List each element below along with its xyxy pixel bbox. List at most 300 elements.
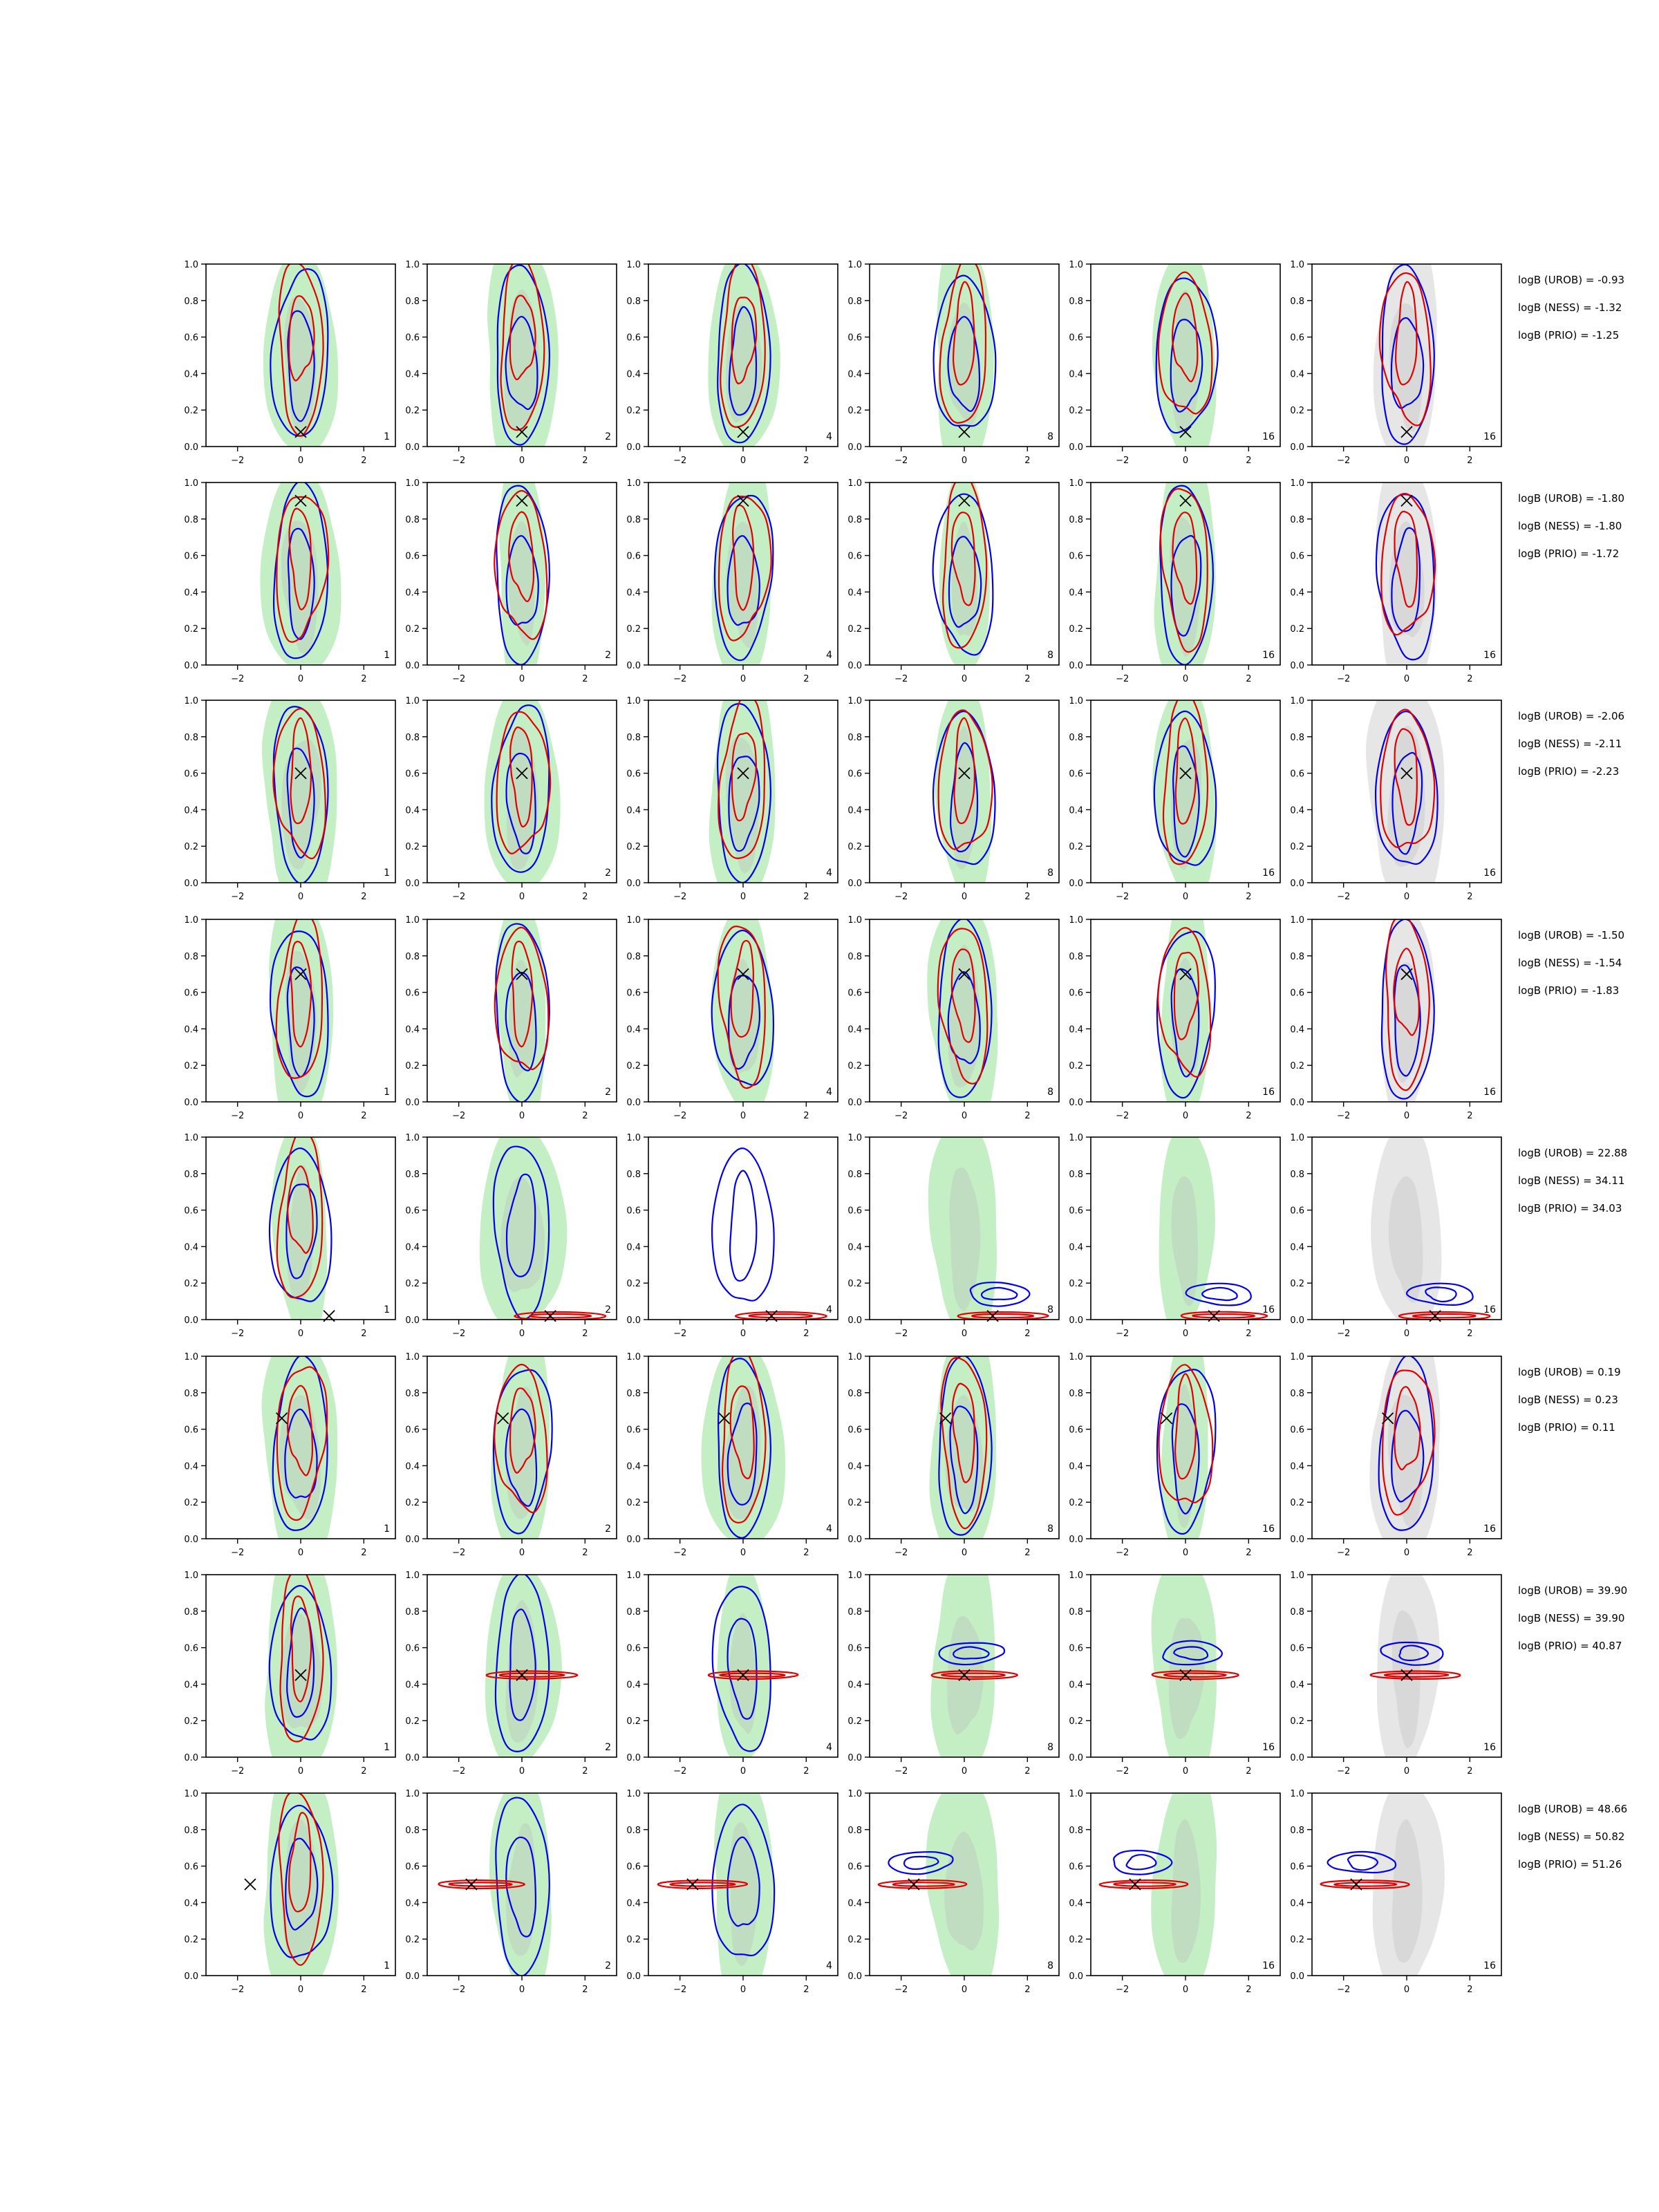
y-tick-label: 0.8	[405, 1606, 420, 1618]
y-tick-label: 0.4	[847, 1461, 862, 1472]
y-tick-label: 0.6	[847, 769, 862, 780]
y-tick-label: 1.0	[847, 478, 862, 489]
logb-annotation: logB (UROB) = -1.50	[1518, 929, 1625, 941]
panel-r2c1	[405, 684, 617, 902]
x-tick-label: −2	[452, 1111, 466, 1121]
y-tick-label: 0.2	[1069, 406, 1083, 417]
y-tick-label: 0.8	[1290, 296, 1304, 307]
axes-frame	[648, 1137, 838, 1320]
x-tick-label: 2	[803, 674, 809, 684]
y-tick-label: 0.0	[1290, 1753, 1304, 1763]
x-tick-label: −2	[1116, 1111, 1130, 1121]
y-tick-label: 0.6	[1290, 769, 1304, 780]
x-tick-label: 0	[961, 1985, 968, 1995]
y-tick-label: 0.4	[626, 1680, 641, 1691]
x-tick-label: −2	[1116, 1766, 1130, 1777]
y-tick-label: 0.2	[847, 1498, 862, 1509]
y-tick-label: 0.6	[184, 988, 198, 999]
panel-r2c3	[847, 684, 1059, 902]
y-tick-label: 0.0	[1290, 1315, 1304, 1326]
y-tick-label: 0.8	[847, 951, 862, 962]
y-tick-label: 0.2	[184, 1279, 198, 1290]
y-tick-label: 0.4	[626, 1024, 641, 1035]
x-tick-label: 0	[518, 1111, 525, 1121]
x-tick-label: 2	[582, 456, 588, 466]
y-tick-label: 0.2	[184, 1716, 198, 1727]
y-tick-label: 0.6	[1069, 1643, 1083, 1654]
y-tick-label: 0.2	[405, 1279, 420, 1290]
x-tick-label: −2	[1337, 1329, 1351, 1339]
y-tick-label: 0.6	[1290, 1425, 1304, 1436]
y-tick-label: 0.2	[847, 1716, 862, 1727]
panel-label: 16	[1262, 1742, 1275, 1753]
panel-r3c0	[184, 894, 395, 1132]
y-tick-label: 0.2	[626, 1498, 641, 1509]
logb-annotation: logB (UROB) = -2.06	[1518, 710, 1625, 722]
y-tick-label: 0.0	[405, 661, 420, 671]
y-tick-label: 0.2	[1069, 1498, 1083, 1509]
y-tick-label: 0.4	[184, 1680, 198, 1691]
y-tick-label: 0.8	[626, 514, 641, 525]
x-tick-label: 2	[361, 1329, 367, 1339]
x-tick-label: −2	[1116, 892, 1130, 902]
panel-r1c0	[184, 466, 395, 684]
y-tick-label: 0.6	[847, 332, 862, 344]
y-tick-label: 1.0	[626, 1352, 641, 1362]
x-tick-label: 2	[1246, 1329, 1252, 1339]
x-tick-label: 2	[361, 1985, 367, 1995]
panel-r3c1	[405, 902, 617, 1132]
panel-label: 8	[1047, 1087, 1053, 1098]
y-tick-label: 0.0	[847, 1753, 862, 1763]
panel-r0c5	[1290, 238, 1501, 466]
y-tick-label: 1.0	[184, 696, 198, 706]
y-tick-label: 0.6	[405, 332, 420, 344]
y-tick-label: 0.6	[1069, 1425, 1083, 1436]
y-tick-label: 0.0	[405, 1535, 420, 1545]
x-tick-label: 0	[740, 892, 747, 902]
x-tick-label: 0	[1403, 1766, 1410, 1777]
y-tick-label: 1.0	[847, 1352, 862, 1362]
panel-label: 16	[1483, 1742, 1496, 1753]
y-tick-label: 0.6	[405, 1206, 420, 1217]
logb-annotation: logB (PRIO) = -2.23	[1518, 765, 1620, 778]
y-tick-label: 0.8	[1069, 1825, 1083, 1836]
true-value-marker	[245, 1879, 256, 1890]
x-tick-label: −2	[673, 674, 687, 684]
y-tick-label: 0.4	[1069, 1680, 1083, 1691]
panel-r0c3	[847, 236, 1059, 475]
panel-r1c1	[405, 457, 617, 695]
x-tick-label: 0	[1403, 674, 1410, 684]
y-tick-label: 0.8	[1069, 951, 1083, 962]
logb-annotation: logB (NESS) = -1.32	[1518, 301, 1622, 314]
x-tick-label: 2	[582, 1111, 588, 1121]
x-tick-label: 0	[961, 456, 968, 466]
contour-a-inner	[1202, 1288, 1237, 1300]
x-tick-label: 0	[961, 1766, 968, 1777]
panel-label: 4	[826, 1304, 832, 1315]
x-tick-label: −2	[1337, 1766, 1351, 1777]
y-tick-label: 0.4	[405, 1898, 420, 1909]
y-tick-label: 0.8	[1290, 1169, 1304, 1180]
y-tick-label: 1.0	[405, 1571, 420, 1581]
x-tick-label: 2	[1024, 674, 1031, 684]
panel-r4c5	[1290, 1121, 1501, 1339]
panel-r7c3	[847, 1777, 1059, 1999]
y-tick-label: 0.0	[184, 879, 198, 889]
x-tick-label: 2	[1467, 1766, 1473, 1777]
y-tick-label: 1.0	[405, 260, 420, 270]
y-tick-label: 0.8	[405, 514, 420, 525]
y-tick-label: 0.8	[405, 1388, 420, 1399]
y-tick-label: 0.0	[1069, 1315, 1083, 1326]
panel-label: 4	[826, 431, 832, 442]
logb-annotation: logB (NESS) = 50.82	[1518, 1830, 1625, 1843]
y-tick-label: 0.0	[626, 1098, 641, 1108]
y-tick-label: 0.6	[847, 1425, 862, 1436]
y-tick-label: 0.0	[847, 1098, 862, 1108]
y-tick-label: 0.6	[1069, 769, 1083, 780]
y-tick-label: 0.6	[184, 332, 198, 344]
y-tick-label: 1.0	[405, 1133, 420, 1143]
x-tick-label: 0	[297, 1111, 304, 1121]
panel-r4c0	[184, 1121, 395, 1340]
x-tick-label: −2	[894, 456, 908, 466]
y-tick-label: 1.0	[1069, 1352, 1083, 1362]
panel-label: 16	[1262, 1304, 1275, 1315]
x-tick-label: −2	[452, 1548, 466, 1558]
contour-a-inner	[1127, 1855, 1156, 1869]
panel-label: 2	[605, 431, 611, 442]
y-tick-label: 1.0	[405, 1789, 420, 1799]
y-tick-label: 0.8	[405, 1169, 420, 1180]
y-tick-label: 1.0	[1069, 478, 1083, 489]
y-tick-label: 0.2	[626, 624, 641, 635]
x-tick-label: 2	[1467, 892, 1473, 902]
y-tick-label: 0.4	[1069, 1242, 1083, 1253]
y-tick-label: 0.0	[626, 1535, 641, 1545]
panel-label: 4	[826, 1524, 832, 1535]
y-tick-label: 0.6	[1290, 988, 1304, 999]
x-tick-label: 2	[803, 1111, 809, 1121]
y-tick-label: 0.2	[847, 406, 862, 417]
x-tick-label: −2	[231, 1548, 245, 1558]
y-tick-label: 1.0	[626, 1571, 641, 1581]
x-tick-label: 0	[1403, 892, 1410, 902]
y-tick-label: 0.2	[847, 842, 862, 853]
y-tick-label: 0.8	[405, 296, 420, 307]
panel-r4c3	[847, 1121, 1059, 1346]
y-tick-label: 0.6	[1290, 1206, 1304, 1217]
y-tick-label: 0.4	[1290, 588, 1304, 599]
y-tick-label: 1.0	[1290, 1789, 1304, 1799]
x-tick-label: 2	[1246, 1766, 1252, 1777]
logb-annotation: logB (NESS) = 0.23	[1518, 1394, 1618, 1406]
y-tick-label: 0.8	[626, 732, 641, 743]
y-tick-label: 0.4	[1069, 805, 1083, 816]
x-tick-label: 2	[1246, 456, 1252, 466]
y-tick-label: 1.0	[1069, 696, 1083, 706]
y-tick-label: 0.4	[1290, 1680, 1304, 1691]
panel-r2c5	[1290, 682, 1501, 913]
x-tick-label: −2	[1116, 1548, 1130, 1558]
x-tick-label: −2	[1337, 1548, 1351, 1558]
y-tick-label: 0.8	[626, 1825, 641, 1836]
y-tick-label: 0.0	[847, 1971, 862, 1982]
y-tick-label: 0.4	[184, 1024, 198, 1035]
y-tick-label: 1.0	[1069, 915, 1083, 926]
logb-annotation: logB (PRIO) = 40.87	[1518, 1640, 1622, 1652]
y-tick-label: 0.0	[626, 1315, 641, 1326]
panel-r1c3	[847, 466, 1059, 684]
x-tick-label: 2	[361, 674, 367, 684]
logb-annotation: logB (PRIO) = 51.26	[1518, 1858, 1622, 1871]
panel-label: 1	[384, 1960, 390, 1971]
panel-label: 2	[605, 1524, 611, 1535]
y-tick-label: 0.8	[626, 1169, 641, 1180]
panel-r7c1	[405, 1777, 617, 1996]
y-tick-label: 0.2	[1069, 1279, 1083, 1290]
y-tick-label: 1.0	[1069, 1789, 1083, 1799]
y-tick-label: 0.2	[626, 1061, 641, 1072]
y-tick-label: 0.2	[405, 406, 420, 417]
panel-r6c4	[1069, 1557, 1280, 1787]
y-tick-label: 0.8	[1290, 514, 1304, 525]
y-tick-label: 0.4	[184, 588, 198, 599]
y-tick-label: 0.0	[184, 1535, 198, 1545]
panel-label: 8	[1047, 431, 1053, 442]
x-tick-label: 2	[361, 1111, 367, 1121]
x-tick-label: 0	[740, 1985, 747, 1995]
x-tick-label: 2	[1467, 1985, 1473, 1995]
y-tick-label: 0.6	[184, 1206, 198, 1217]
y-tick-label: 1.0	[184, 1789, 198, 1799]
panel-r4c4	[1069, 1125, 1280, 1339]
y-tick-label: 1.0	[1290, 1571, 1304, 1581]
x-tick-label: 2	[1246, 1548, 1252, 1558]
x-tick-label: −2	[894, 1985, 908, 1995]
y-tick-label: 1.0	[626, 696, 641, 706]
y-tick-label: 0.6	[626, 1862, 641, 1873]
y-tick-label: 0.4	[626, 1242, 641, 1253]
x-tick-label: 0	[1182, 674, 1189, 684]
x-tick-label: 0	[1403, 456, 1410, 466]
y-tick-label: 0.8	[847, 1606, 862, 1618]
x-tick-label: 2	[1024, 1766, 1031, 1777]
y-tick-label: 0.6	[847, 1643, 862, 1654]
y-tick-label: 0.2	[184, 842, 198, 853]
y-tick-label: 1.0	[847, 260, 862, 270]
panel-label: 1	[384, 1304, 390, 1315]
x-tick-label: −2	[1116, 456, 1130, 466]
y-tick-label: 0.8	[847, 514, 862, 525]
x-tick-label: 0	[961, 674, 968, 684]
x-tick-label: 0	[961, 1111, 968, 1121]
y-tick-label: 0.8	[405, 951, 420, 962]
x-tick-label: −2	[1337, 674, 1351, 684]
y-tick-label: 0.6	[1069, 551, 1083, 562]
y-tick-label: 0.6	[405, 1862, 420, 1873]
x-tick-label: −2	[1337, 456, 1351, 466]
y-tick-label: 0.4	[1290, 1024, 1304, 1035]
panel-r5c2	[626, 1340, 838, 1558]
panel-label: 1	[384, 431, 390, 442]
panel-label: 16	[1262, 1087, 1275, 1098]
y-tick-label: 0.8	[1069, 514, 1083, 525]
y-tick-label: 1.0	[1290, 696, 1304, 706]
panel-label: 16	[1262, 868, 1275, 879]
panel-label: 8	[1047, 650, 1053, 661]
x-tick-label: 0	[297, 1985, 304, 1995]
y-tick-label: 0.2	[405, 1935, 420, 1946]
y-tick-label: 1.0	[405, 478, 420, 489]
y-tick-label: 0.8	[847, 296, 862, 307]
logb-annotation: logB (PRIO) = 34.03	[1518, 1202, 1622, 1215]
panel-r1c4	[1069, 450, 1280, 686]
y-tick-label: 0.0	[626, 879, 641, 889]
y-tick-label: 0.2	[1069, 624, 1083, 635]
y-tick-label: 1.0	[184, 1352, 198, 1362]
logb-annotation: logB (UROB) = -0.93	[1518, 274, 1625, 286]
panel-r5c3	[847, 1325, 1059, 1558]
y-tick-label: 1.0	[847, 1571, 862, 1581]
x-tick-label: 0	[1182, 1111, 1189, 1121]
y-tick-label: 0.0	[626, 1753, 641, 1763]
y-tick-label: 0.0	[405, 1315, 420, 1326]
x-tick-label: 0	[518, 1329, 525, 1339]
panel-r4c1	[405, 1123, 617, 1339]
x-tick-label: 0	[740, 1329, 747, 1339]
x-tick-label: 2	[361, 1548, 367, 1558]
y-tick-label: 0.4	[626, 805, 641, 816]
y-tick-label: 0.0	[1069, 1753, 1083, 1763]
y-tick-label: 0.4	[184, 369, 198, 380]
y-tick-label: 0.6	[847, 551, 862, 562]
x-tick-label: 0	[961, 892, 968, 902]
panel-r3c4	[1069, 888, 1280, 1121]
x-tick-label: −2	[1116, 674, 1130, 684]
logb-annotation: logB (NESS) = -1.54	[1518, 957, 1622, 969]
y-tick-label: 0.8	[184, 514, 198, 525]
y-tick-label: 0.0	[1290, 442, 1304, 453]
panel-label: 2	[605, 1304, 611, 1315]
panel-label: 1	[384, 1524, 390, 1535]
logb-annotation: logB (UROB) = 48.66	[1518, 1803, 1628, 1815]
panel-label: 16	[1483, 650, 1496, 661]
y-tick-label: 0.2	[184, 624, 198, 635]
x-tick-label: −2	[673, 892, 687, 902]
y-tick-label: 0.4	[1069, 1461, 1083, 1472]
y-tick-label: 0.2	[184, 406, 198, 417]
y-tick-label: 0.4	[626, 1898, 641, 1909]
x-tick-label: 0	[518, 456, 525, 466]
contour-a-inner	[1348, 1855, 1378, 1870]
y-tick-label: 0.8	[847, 1169, 862, 1180]
y-tick-label: 0.8	[626, 1606, 641, 1618]
y-tick-label: 0.0	[1290, 1971, 1304, 1982]
panel-label: 4	[826, 1087, 832, 1098]
x-tick-label: 0	[1182, 892, 1189, 902]
y-tick-label: 0.0	[405, 1971, 420, 1982]
y-tick-label: 0.4	[1290, 1898, 1304, 1909]
y-tick-label: 0.4	[1290, 805, 1304, 816]
x-tick-label: −2	[231, 1111, 245, 1121]
x-tick-label: 2	[361, 456, 367, 466]
x-tick-label: 2	[1246, 1985, 1252, 1995]
x-tick-label: 2	[582, 1548, 588, 1558]
y-tick-label: 0.8	[847, 1388, 862, 1399]
y-tick-label: 0.6	[1069, 1206, 1083, 1217]
y-tick-label: 0.8	[626, 1388, 641, 1399]
x-tick-label: 0	[1403, 1329, 1410, 1339]
x-tick-label: −2	[452, 892, 466, 902]
panel-label: 16	[1262, 1524, 1275, 1535]
panel-label: 16	[1483, 1960, 1496, 1971]
panel-r0c2	[626, 249, 838, 466]
y-tick-label: 0.6	[405, 551, 420, 562]
x-tick-label: 2	[1024, 1548, 1031, 1558]
y-tick-label: 0.6	[847, 988, 862, 999]
x-tick-label: 0	[297, 1329, 304, 1339]
y-tick-label: 0.6	[847, 1206, 862, 1217]
y-tick-label: 0.6	[626, 1643, 641, 1654]
panel-label: 8	[1047, 1742, 1053, 1753]
x-tick-label: 0	[1182, 1766, 1189, 1777]
panel-r3c2	[626, 903, 838, 1121]
y-tick-label: 0.2	[1069, 1716, 1083, 1727]
y-tick-label: 0.0	[184, 1315, 198, 1326]
y-tick-label: 0.2	[184, 1935, 198, 1946]
x-tick-label: 2	[803, 1548, 809, 1558]
y-tick-label: 0.4	[847, 1242, 862, 1253]
y-tick-label: 0.2	[405, 1716, 420, 1727]
x-tick-label: 0	[297, 892, 304, 902]
x-tick-label: 2	[1024, 1985, 1031, 1995]
y-tick-label: 0.8	[1290, 1388, 1304, 1399]
panel-label: 4	[826, 650, 832, 661]
x-tick-label: −2	[894, 1548, 908, 1558]
y-tick-label: 0.2	[626, 842, 641, 853]
y-tick-label: 0.6	[184, 1643, 198, 1654]
y-tick-label: 0.8	[1069, 296, 1083, 307]
panel-label: 2	[605, 1960, 611, 1971]
x-tick-label: −2	[673, 1985, 687, 1995]
x-tick-label: 0	[518, 674, 525, 684]
y-tick-label: 1.0	[626, 260, 641, 270]
x-tick-label: 0	[961, 1329, 968, 1339]
x-tick-label: 2	[1246, 1111, 1252, 1121]
contour-b-inner	[529, 1314, 591, 1318]
panel-label: 2	[605, 868, 611, 879]
panel-label: 16	[1262, 650, 1275, 661]
y-tick-label: 0.4	[847, 805, 862, 816]
logb-annotation: logB (PRIO) = -1.83	[1518, 984, 1620, 997]
x-tick-label: 0	[740, 1766, 747, 1777]
y-tick-label: 0.6	[1069, 988, 1083, 999]
x-tick-label: 0	[961, 1548, 968, 1558]
x-tick-label: 2	[582, 674, 588, 684]
panel-r6c3	[847, 1544, 1059, 1777]
contour-a-inner	[730, 1170, 756, 1280]
y-tick-label: 0.0	[1290, 879, 1304, 889]
y-tick-label: 0.4	[1069, 1898, 1083, 1909]
y-tick-label: 0.2	[847, 1061, 862, 1072]
y-tick-label: 0.0	[847, 1535, 862, 1545]
y-tick-label: 0.2	[1290, 1498, 1304, 1509]
y-tick-label: 0.0	[1290, 1535, 1304, 1545]
y-tick-label: 0.8	[1290, 1825, 1304, 1836]
